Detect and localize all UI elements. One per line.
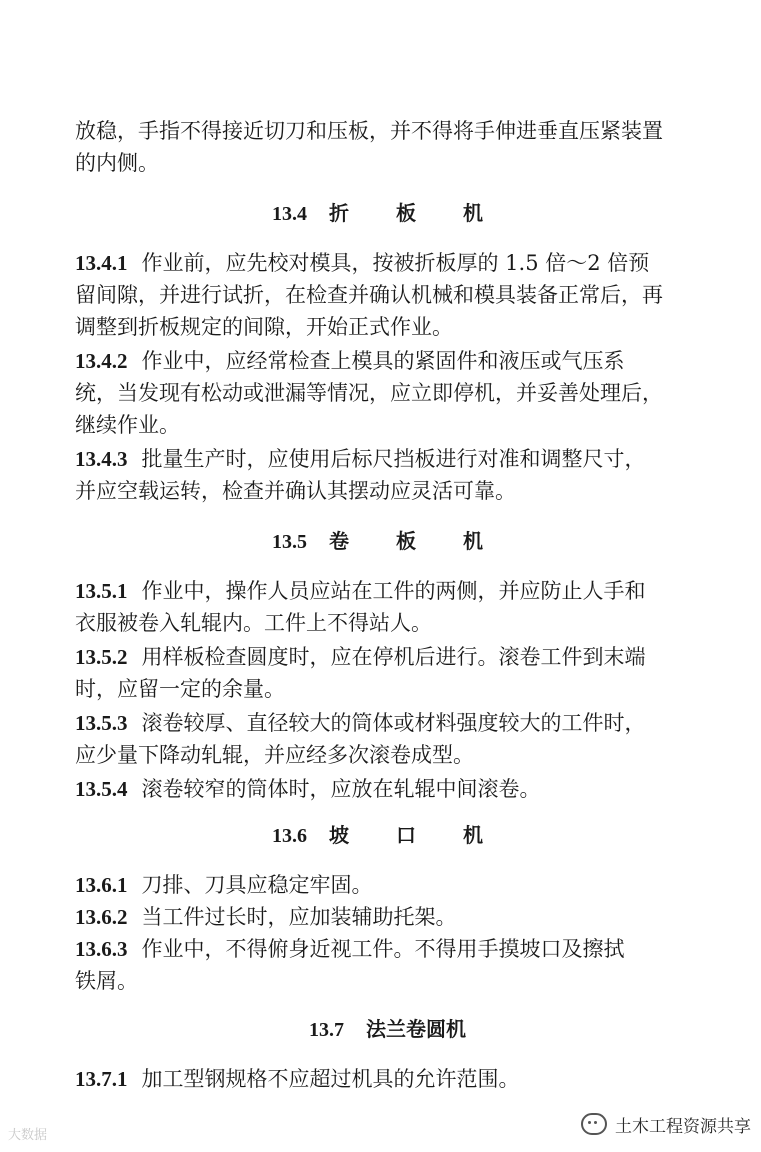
clause-text: 批量生产时，应使用后标尺挡板进行对准和调整尺寸， xyxy=(141,447,646,471)
clause-line xyxy=(75,346,625,376)
clause-line xyxy=(75,902,457,932)
clause-text: 加工型钢规格不应超过机具的允许范围。 xyxy=(141,1067,520,1091)
clause-text: 用样板检查圆度时，应在停机后进行。滚卷工件到末端 xyxy=(141,645,646,669)
clause-text: 时，应留一定的余量。 xyxy=(75,677,285,701)
clause-line xyxy=(75,966,138,996)
clause-number: 13.6.1 xyxy=(75,873,128,897)
clause-text: 统，当发现有松动或泄漏等情况，应立即停机，并妥善处理后， xyxy=(75,381,663,405)
clause-number: 13.6.3 xyxy=(75,937,128,961)
clause-text: 作业中，应经常检查上模具的紧固件和液压或气压系 xyxy=(141,349,625,373)
clause-line xyxy=(75,774,541,804)
clause-text: 当工件过长时，应加装辅助托架。 xyxy=(141,905,457,929)
section-heading xyxy=(75,198,700,229)
chat-bubble-icon xyxy=(581,1113,607,1135)
clause-line xyxy=(75,934,625,964)
clause-number: 13.5.2 xyxy=(75,645,128,669)
section-title: 坡 口 机 xyxy=(329,823,503,847)
section-title: 折 板 机 xyxy=(329,201,503,225)
clause-line xyxy=(75,870,373,900)
clause-number: 13.6.2 xyxy=(75,905,128,929)
intro-line: 的内侧。 xyxy=(75,151,159,175)
clause-text: 应少量下降动轧辊，并应经多次滚卷成型。 xyxy=(75,743,474,767)
clause-text: 作业前，应先校对模具，按被折板厚的 1.5 倍～2 倍预 xyxy=(141,251,650,275)
watermark-left: 大数据 xyxy=(8,1128,48,1143)
intro-line: 放稳，手指不得接近切刀和压板，并不得将手伸进垂直压紧装置 xyxy=(75,119,663,143)
clause-text: 留间隙，并进行试折，在检查并确认机械和模具装备正常后，再 xyxy=(75,283,663,307)
watermark-right xyxy=(581,1108,751,1140)
section-number: 13.4 xyxy=(272,203,308,225)
clause-line xyxy=(75,444,646,474)
clause-line xyxy=(75,740,474,770)
section-number: 13.6 xyxy=(272,825,308,847)
clause-text: 调整到折板规定的间隙，开始正式作业。 xyxy=(75,315,453,339)
clause-text: 铁屑。 xyxy=(75,969,138,993)
clause-line xyxy=(75,378,663,408)
clause-text: 继续作业。 xyxy=(75,413,180,437)
section-title: 法兰卷圆机 xyxy=(366,1017,466,1041)
clause-line xyxy=(75,576,646,606)
clause-number: 13.4.1 xyxy=(75,251,128,275)
clause-line xyxy=(75,312,453,342)
clause-line xyxy=(75,708,646,738)
clause-text: 衣服被卷入轧辊内。工件上不得站人。 xyxy=(75,611,432,635)
clause-number: 13.4.2 xyxy=(75,349,128,373)
clause-line xyxy=(75,476,516,506)
section-number: 13.7 xyxy=(309,1019,344,1041)
section-heading xyxy=(75,820,700,851)
clause-line xyxy=(75,280,663,310)
watermark-right-text: 土木工程资源共享 xyxy=(615,1116,751,1137)
clause-number: 13.4.3 xyxy=(75,447,128,471)
clause-text: 刀排、刀具应稳定牢固。 xyxy=(141,873,373,897)
clause-number: 13.5.3 xyxy=(75,711,128,735)
clause-text: 作业中，操作人员应站在工件的两侧，并应防止人手和 xyxy=(141,579,646,603)
clause-line xyxy=(75,248,649,278)
clause-number: 13.7.1 xyxy=(75,1067,128,1091)
clause-line xyxy=(75,608,432,638)
clause-line xyxy=(75,1064,520,1094)
clause-text: 滚卷较厚、直径较大的筒体或材料强度较大的工件时， xyxy=(141,711,646,735)
section-title: 卷 板 机 xyxy=(329,529,503,553)
section-number: 13.5 xyxy=(272,531,308,553)
clause-text: 滚卷较窄的筒体时，应放在轧辊中间滚卷。 xyxy=(141,777,541,801)
section-heading xyxy=(75,1014,700,1045)
clause-text: 作业中，不得俯身近视工件。不得用手摸坡口及擦拭 xyxy=(141,937,625,961)
clause-line xyxy=(75,642,646,672)
clause-line xyxy=(75,410,180,440)
clause-line xyxy=(75,674,285,704)
clause-number: 13.5.1 xyxy=(75,579,128,603)
clause-text: 并应空载运转，检查并确认其摆动应灵活可靠。 xyxy=(75,479,516,503)
section-heading xyxy=(75,526,700,557)
clause-number: 13.5.4 xyxy=(75,777,128,801)
